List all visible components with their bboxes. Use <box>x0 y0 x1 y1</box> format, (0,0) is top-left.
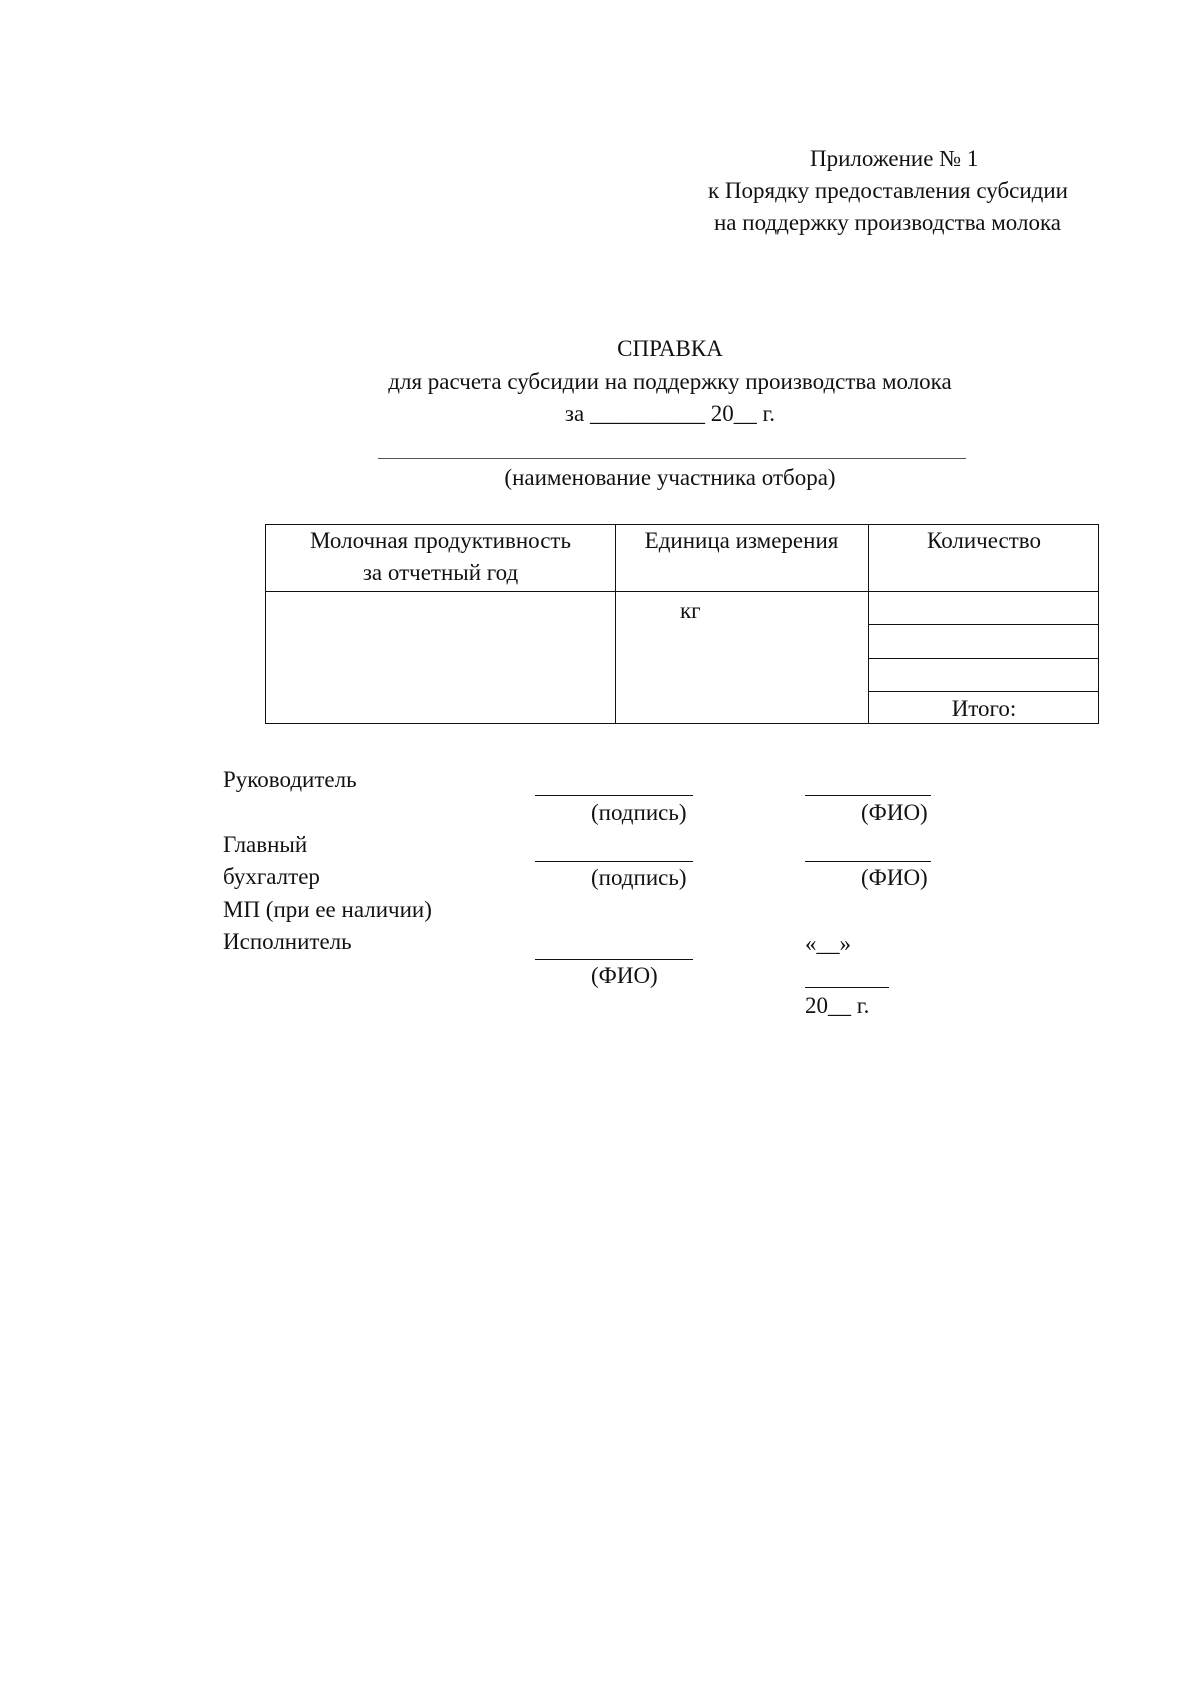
stamp-label: МП (при ее наличии) <box>223 897 432 922</box>
appendix-number: Приложение № 1 <box>810 146 979 171</box>
participant-name-caption: (наименование участника отбора) <box>504 465 836 490</box>
executor-fio-line <box>535 959 693 960</box>
appendix-subject-line: на поддержку производства молока <box>714 210 1061 235</box>
table-row-divider <box>868 658 1098 659</box>
table-cell-total-label: Итого: <box>951 696 1017 721</box>
document-subtitle: для расчета субсидии на поддержку производства молока <box>388 369 952 394</box>
participant-name-line <box>378 458 966 459</box>
header-productivity-line2: за отчетный год <box>362 560 519 585</box>
executor-fio-caption: (ФИО) <box>591 963 658 988</box>
head-fio-caption: (ФИО) <box>861 800 928 825</box>
head-signature-caption: (подпись) <box>591 800 687 825</box>
chief-accountant-label-line1: Главный <box>223 832 308 857</box>
milk-productivity-table <box>265 524 1099 724</box>
chief-signature-caption: (подпись) <box>591 865 687 890</box>
table-cell-unit-kg: кг <box>680 598 701 623</box>
table-header-unit: Единица измерения <box>644 528 839 553</box>
date-year: 20__ г. <box>805 993 870 1018</box>
chief-fio-line <box>805 861 931 862</box>
table-row-divider <box>868 624 1098 625</box>
date-day-quote: «__» <box>805 931 851 956</box>
chief-fio-caption: (ФИО) <box>861 865 928 890</box>
head-fio-line <box>805 795 931 796</box>
executor-label: Исполнитель <box>223 929 352 954</box>
document-heading: СПРАВКА <box>617 336 723 361</box>
head-signature-line <box>535 795 693 796</box>
chief-signature-line <box>535 861 693 862</box>
table-row-divider <box>868 691 1098 692</box>
report-period: за __________ 20__ г. <box>564 401 776 426</box>
table-header-divider <box>266 591 1098 592</box>
table-header-quantity: Количество <box>927 528 1041 553</box>
chief-accountant-label-line2: бухгалтер <box>223 864 320 889</box>
date-month-line <box>805 987 889 988</box>
head-label: Руководитель <box>223 767 357 792</box>
table-header-productivity <box>266 525 615 589</box>
appendix-order-line: к Порядку предоставления субсидии <box>708 178 1068 203</box>
header-productivity-line1: Молочная продуктивность <box>310 528 571 553</box>
